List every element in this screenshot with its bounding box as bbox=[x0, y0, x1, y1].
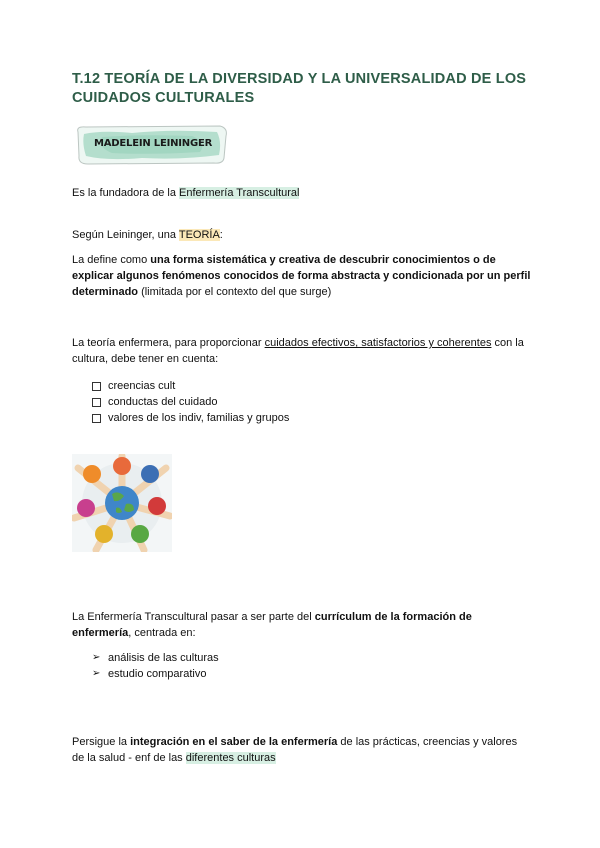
checkbox-icon[interactable] bbox=[92, 382, 101, 391]
arrowhead-bullet-icon: ➢ bbox=[92, 652, 101, 663]
bullet-label: análisis de las culturas bbox=[108, 652, 219, 664]
checkbox-icon[interactable] bbox=[92, 398, 101, 407]
checklist-item[interactable] bbox=[92, 378, 289, 394]
badge-label: MADELEIN LEININGER bbox=[94, 138, 213, 149]
arrowhead-bullet-icon: ➢ bbox=[92, 668, 101, 679]
bullet-item bbox=[92, 666, 219, 682]
highlight-cultures: diferentes culturas bbox=[185, 752, 276, 764]
integration-bold: integración en el saber de la enfermería bbox=[130, 736, 338, 748]
checklist-label: creencias cult bbox=[108, 380, 176, 392]
checklist-label: valores de los indiv, familias y grupos bbox=[108, 412, 290, 424]
text: (limitada por el contexto del que surge) bbox=[138, 286, 332, 298]
bullet-list bbox=[92, 650, 219, 682]
text: Según Leininger, una bbox=[72, 229, 179, 241]
text: La teoría enfermera, para proporcionar bbox=[72, 337, 265, 349]
paragraph-nursing-theory bbox=[72, 335, 532, 367]
hands-around-globe-illustration bbox=[72, 454, 172, 552]
text: La Enfermería Transcultural pasar a ser parte del bbox=[72, 611, 315, 623]
text: Persigue la bbox=[72, 736, 131, 748]
underlined-care: cuidados efectivos, satisfactorios y coherentes bbox=[264, 337, 492, 349]
checklist bbox=[92, 378, 289, 426]
text: , centrada en: bbox=[128, 627, 196, 639]
paragraph-integration bbox=[72, 734, 532, 766]
highlight-teoria: TEORÍA bbox=[178, 229, 220, 241]
checklist-item[interactable] bbox=[92, 394, 289, 410]
text: : bbox=[219, 229, 223, 241]
checklist-item[interactable] bbox=[92, 410, 289, 426]
checklist-label: conductas del cuidado bbox=[108, 396, 218, 408]
bullet-item bbox=[92, 650, 219, 666]
highlight-transcultural: Enfermería Transcultural bbox=[179, 187, 300, 199]
checkbox-icon[interactable] bbox=[92, 414, 101, 423]
text: con la cultura, debe tener en cuenta: bbox=[72, 337, 524, 365]
paragraph-curriculum bbox=[72, 609, 532, 641]
hands-globe-image bbox=[72, 454, 172, 552]
text: Es la fundadora de la bbox=[72, 187, 180, 199]
definition-bold: una forma sistemática y creativa de descubrir conocimientos o de explicar algunos fenómenos conocidos de forma abstracta y condicionada por un perfil determinado bbox=[72, 254, 531, 298]
paragraph-founder bbox=[72, 185, 532, 201]
paragraph-definition bbox=[72, 252, 532, 300]
paragraph-theory bbox=[72, 227, 532, 243]
bullet-label: estudio comparativo bbox=[108, 668, 207, 680]
curriculum-bold: currículum de la formación de enfermería bbox=[72, 611, 472, 639]
text: de las prácticas, creencias y valores de la salud - enf de las bbox=[72, 736, 518, 764]
text: La define como bbox=[72, 254, 151, 266]
name-badge bbox=[72, 122, 232, 168]
page-title: T.12 TEORÍA DE LA DIVERSIDAD Y LA UNIVERSALIDAD DE LOS CUIDADOS CULTURALES bbox=[72, 71, 527, 106]
